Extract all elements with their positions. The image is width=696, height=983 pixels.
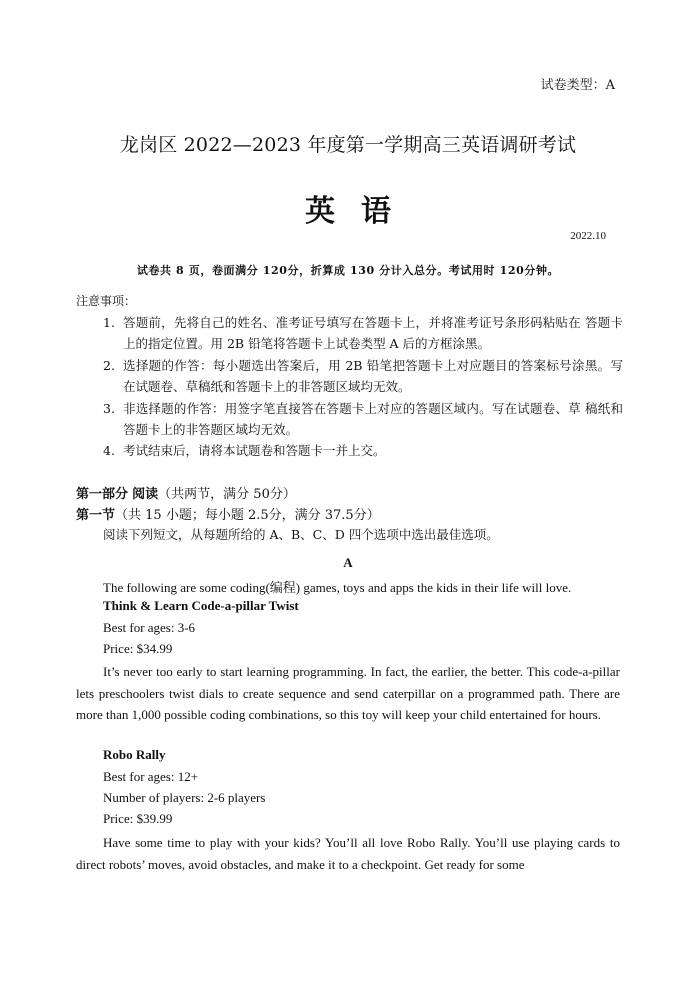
note-number: 1. (103, 315, 115, 330)
note-item (103, 440, 623, 461)
reading-instruction: 阅读下列短文，从每题所给的 A、B、C、D 四个选项中选出最佳选项。 (103, 527, 499, 542)
section-desc: （共 15 小题；每小题 2.5分，满分 37.5分） (115, 508, 380, 523)
note-text: 选择题的作答：每小题选出答案后，用 2B 铅笔把答题卡上对应题目的答案标号涂黑。写在试题卷、草稿纸和答题卡上的非答题区域均无效。 (123, 358, 623, 394)
passage-intro: The following are some coding(编程) games, toys and apps the kids in their life will love. (103, 580, 572, 595)
exam-date: 2022.10 (570, 230, 606, 242)
item-price: Price: $39.99 (103, 811, 173, 826)
item-ages: Best for ages: 3-6 (103, 620, 196, 635)
notes-title: 注意事项： (76, 294, 137, 308)
part-desc: （共两节，满分 50分） (158, 487, 296, 502)
paper-type-label: 试卷类型：A (540, 78, 615, 93)
item-name: Robo Rally (103, 747, 166, 762)
part-title: 阅读 (132, 487, 159, 502)
part-label: 第一部分 (76, 487, 129, 502)
item-price: Price: $34.99 (103, 641, 173, 656)
note-item (103, 355, 623, 397)
passage-letter: A (343, 555, 353, 570)
exam-info: 试卷共 8 页，卷面满分 120分，折算成 130 分计入总分。考试用时 120分钟。 (136, 264, 560, 277)
item-ages: Best for ages: 12+ (103, 769, 199, 784)
exam-title: 龙岗区 2022—2023 年度第一学期高三英语调研考试 (119, 134, 577, 156)
subject-heading: 英语 (305, 194, 417, 229)
section-heading (76, 504, 380, 523)
note-number: 2. (103, 358, 115, 373)
note-text: 答题前，先将自己的姓名、准考证号填写在答题卡上，并将准考证号条形码粘贴在 答题卡上的指定位置。用 2B 铅笔将答题卡上试卷类型 A 后的方框涂黑。 (123, 315, 623, 351)
note-item (103, 312, 623, 354)
item-name: Think & Learn Code-a-pillar Twist (103, 598, 299, 613)
item-description: It’s never too early to start learning programming. In fact, the earlier, the better. This code-a-pillar lets preschoolers twist dials to create sequence and send caterpillar on a programmed path. There are more than 1,000 possible coding combinations, so this toy will keep your child entertained for hours. (76, 664, 620, 723)
part-heading (76, 483, 296, 502)
note-number: 3. (103, 401, 115, 416)
item-description: Have some time to play with your kids? You’ll all love Robo Rally. You’ll use playing cards to direct robots’ moves, avoid obstacles, and make it to a checkpoint. Get ready for some (76, 835, 620, 872)
note-text: 考试结束后，请将本试题卷和答题卡一并上交。 (123, 443, 386, 458)
item-players: Number of players: 2-6 players (103, 790, 266, 805)
section-label: 第一节 (76, 508, 116, 523)
note-text: 非选择题的作答：用签字笔直接答在答题卡上对应的答题区域内。写在试题卷、草 稿纸和答题卡上的非答题区域均无效。 (123, 401, 623, 437)
note-number: 4. (103, 443, 115, 458)
note-item (103, 398, 623, 440)
